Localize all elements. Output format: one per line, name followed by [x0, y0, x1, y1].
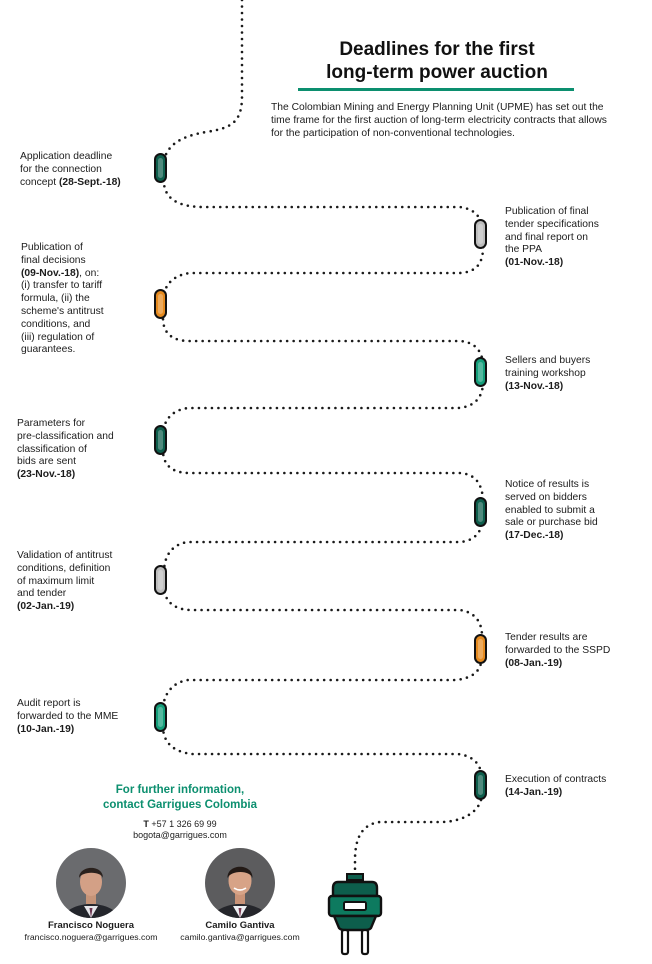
phone-prefix: T — [143, 819, 149, 829]
battery-pill-icon — [154, 289, 167, 319]
milestone-text: for the connection — [20, 163, 102, 175]
milestone-date: (14-Jan.-19) — [505, 786, 563, 798]
contact-heading-line-2: contact Garrigues Colombia — [102, 799, 257, 811]
milestone-text: enabled to submit a — [505, 504, 595, 516]
milestone-label-line — [505, 219, 599, 232]
milestone-label-line — [505, 517, 598, 530]
plug-icon — [325, 872, 385, 956]
battery-pill-icon — [154, 153, 167, 183]
milestone-text: pre-classification and — [17, 430, 114, 442]
milestone-label-10 — [505, 774, 606, 800]
milestone-text: and final report on — [505, 231, 589, 243]
milestone-label-1 — [20, 151, 121, 189]
milestone-text: and tender — [17, 588, 67, 600]
contact-phone — [60, 819, 300, 830]
milestone-label-line — [20, 151, 121, 164]
milestone-label-line — [17, 711, 118, 724]
milestone-label-line — [17, 550, 112, 563]
milestone-date: (28-Sept.-18) — [58, 176, 121, 188]
milestone-label-line — [505, 232, 599, 245]
milestone-label-7 — [17, 550, 112, 614]
milestone-date: (13-Nov.-18) — [505, 380, 564, 392]
milestone-date: (23-Nov.-18) — [17, 469, 76, 481]
person-name-2: Camilo Gantiva — [205, 920, 275, 931]
battery-pill-icon — [154, 425, 167, 455]
milestone-date: (08-Jan.-19) — [505, 657, 563, 669]
milestone-text: Audit report is — [17, 698, 81, 709]
milestone-text: conditions, definition — [17, 562, 111, 574]
milestone-date: (10-Jan.-19) — [17, 723, 75, 735]
milestone-text: Validation of antitrust — [17, 550, 113, 561]
milestone-text: bids are sent — [17, 456, 76, 468]
battery-pill-icon — [474, 634, 487, 664]
milestone-label-line — [505, 368, 590, 381]
milestone-label-line — [21, 319, 104, 332]
milestone-label-8 — [505, 632, 610, 670]
milestone-label-4 — [505, 355, 590, 393]
milestone-text: scheme's antitrust — [21, 305, 104, 317]
milestone-text: Notice of results is — [505, 479, 590, 490]
milestone-text: of maximum limit — [17, 575, 95, 587]
milestone-text: Sellers and buyers — [505, 355, 591, 366]
milestone-label-line — [17, 588, 112, 601]
milestone-text: training workshop — [505, 367, 586, 379]
office-email[interactable]: bogota@garrigues.com — [133, 830, 227, 840]
milestone-text: Publication of — [21, 242, 83, 253]
milestone-label-line — [21, 306, 104, 319]
milestone-label-line — [17, 576, 112, 589]
milestone-label-3 — [21, 242, 104, 357]
intro-text: The Colombian Mining and Energy Planning Unit (UPME) has set out the time frame for the first auction of long-term electricity contracts that allows for the participation of non-conventional technologies. — [271, 102, 607, 140]
milestone-label-line — [21, 280, 104, 293]
milestone-label-line — [20, 177, 121, 190]
phone-number[interactable]: +57 1 326 69 99 — [151, 819, 217, 829]
milestone-label-line — [21, 344, 104, 357]
milestone-date: (09-Nov.-18) — [21, 267, 80, 279]
milestone-label-line — [505, 632, 610, 645]
milestone-text: conditions, and — [21, 318, 91, 330]
milestone-label-line — [505, 645, 610, 658]
milestone-label-line — [21, 293, 104, 306]
person-name-1: Francisco Noguera — [47, 920, 135, 931]
milestone-label-line — [17, 601, 112, 614]
milestone-label-line — [505, 479, 598, 492]
milestone-text: Execution of contracts — [505, 774, 607, 785]
milestone-label-line — [505, 658, 610, 671]
milestone-label-line — [505, 355, 590, 368]
milestone-label-9 — [17, 698, 118, 736]
title-line-1: Deadlines for the first — [339, 39, 535, 60]
milestone-label-line — [505, 206, 599, 219]
milestone-label-2 — [505, 206, 599, 270]
milestone-text: final decisions — [21, 254, 86, 266]
milestone-label-line — [17, 418, 114, 431]
milestone-text: , on: — [79, 267, 100, 279]
milestone-text: forwarded to the SSPD — [505, 644, 611, 656]
milestone-text: Tender results are — [505, 632, 588, 643]
battery-pill-icon — [154, 702, 167, 732]
milestone-label-line — [505, 505, 598, 518]
milestone-label-line — [505, 381, 590, 394]
page-title — [292, 38, 582, 84]
title-line-2: long-term power auction — [326, 62, 548, 83]
milestone-text: formula, (ii) the — [21, 293, 90, 305]
milestone-text: (iii) regulation of — [21, 331, 95, 343]
contact-heading-line-1: For further information, — [115, 784, 245, 796]
milestone-date: (01-Nov.-18) — [505, 257, 564, 269]
milestone-text: Application deadline — [20, 151, 113, 162]
milestone-label-line — [21, 332, 104, 345]
milestone-text: Parameters for — [17, 418, 86, 429]
avatar-francisco-noguera — [56, 848, 126, 918]
milestone-date: (17-Dec.-18) — [505, 530, 564, 542]
milestone-label-line — [505, 492, 598, 505]
milestone-label-line — [17, 456, 114, 469]
milestone-label-line — [17, 698, 118, 711]
milestone-text: forwarded to the MME — [17, 710, 119, 722]
milestone-label-6 — [505, 479, 598, 543]
milestone-label-line — [21, 268, 104, 281]
milestone-label-line — [20, 164, 121, 177]
avatar-camilo-gantiva — [205, 848, 275, 918]
milestone-text: sale or purchase bid — [505, 517, 598, 529]
person-email-1[interactable]: francisco.noguera@garrigues.com — [24, 932, 158, 942]
milestone-text: (i) transfer to tariff — [21, 280, 103, 292]
milestone-text: the PPA — [505, 244, 543, 256]
battery-pill-icon — [474, 770, 487, 800]
milestone-text: classification of — [17, 443, 87, 455]
milestone-label-line — [505, 774, 606, 787]
battery-pill-icon — [154, 565, 167, 595]
person-email-2[interactable]: camilo.gantiva@garrigues.com — [180, 932, 300, 942]
milestone-label-line — [17, 431, 114, 444]
milestone-text: Publication of final — [505, 206, 589, 217]
portrait-photo — [205, 848, 275, 918]
milestone-text: guarantees. — [21, 344, 76, 356]
milestone-label-5 — [17, 418, 114, 482]
battery-pill-icon — [474, 357, 487, 387]
milestone-label-line — [21, 255, 104, 268]
milestone-text: served on bidders — [505, 491, 587, 503]
contact-heading — [60, 783, 300, 813]
milestone-text: tender specifications — [505, 218, 599, 230]
title-underline — [298, 88, 574, 91]
milestone-label-line — [21, 242, 104, 255]
milestone-text: concept — [20, 176, 59, 188]
milestone-label-line — [17, 469, 114, 482]
milestone-date: (02-Jan.-19) — [17, 601, 75, 613]
milestone-label-line — [17, 444, 114, 457]
milestone-label-line — [505, 244, 599, 257]
battery-pill-icon — [474, 219, 487, 249]
milestone-label-line — [505, 257, 599, 270]
milestone-label-line — [505, 530, 598, 543]
milestone-label-line — [17, 724, 118, 737]
milestone-label-line — [505, 787, 606, 800]
milestone-label-line — [17, 563, 112, 576]
portrait-photo — [56, 848, 126, 918]
battery-pill-icon — [474, 497, 487, 527]
